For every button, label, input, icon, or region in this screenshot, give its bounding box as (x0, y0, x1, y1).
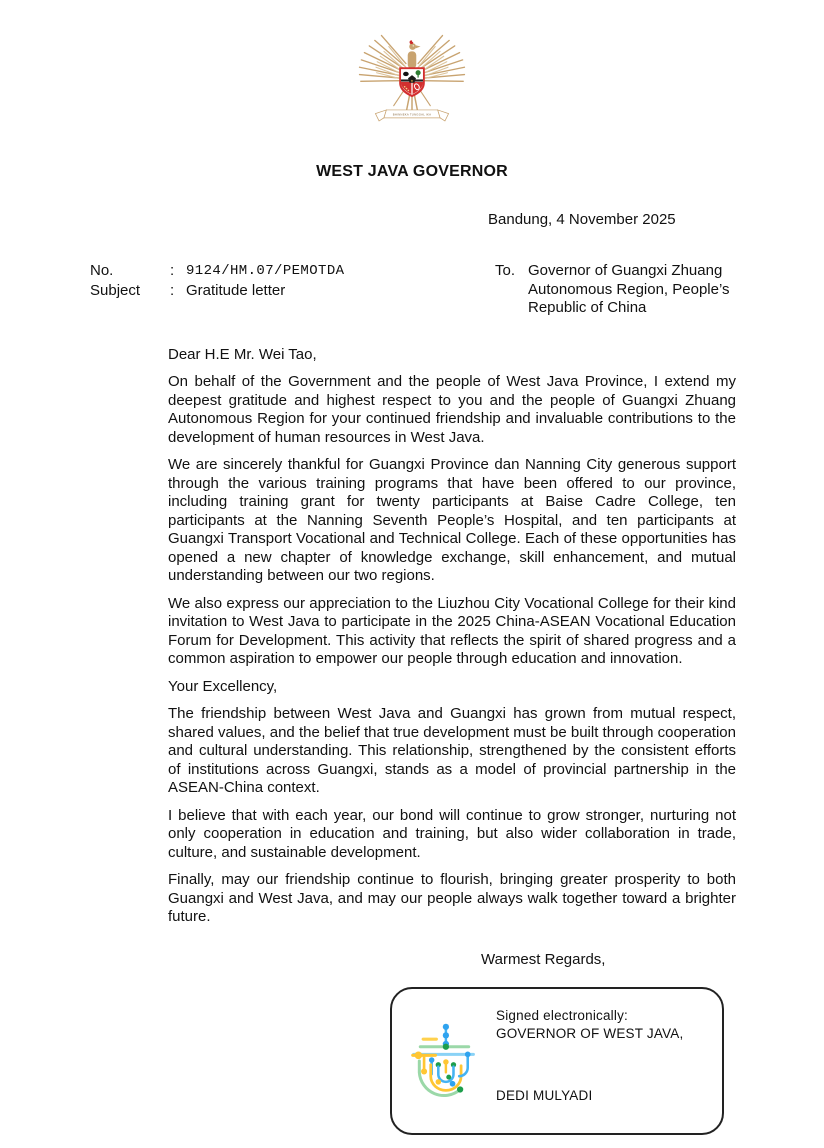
reference-block (90, 262, 475, 299)
digital-signature-logo-icon (407, 1021, 481, 1101)
paragraph: I believe that with each year, our bond will continue to grow stronger, nurturing not only cooperation in education and training, but also wider collaboration in trade, culture, and sustainable development. (168, 806, 736, 861)
signed-electronically-label: Signed electronically: (496, 1007, 628, 1023)
to-value: Governor of Guangxi Zhuang Autonomous Region, People’s Republic of China (528, 262, 730, 316)
subject-value: Gratitude letter (186, 282, 286, 299)
paragraph: The friendship between West Java and Guangxi has grown from mutual respect, shared values, and the belief that true development must be built through cooperation and cultural understanding. This relationship, strengthened by the consistent efforts of institutions across Guangxi, stands as a model of provincial partnership in the ASEAN-China context. (168, 705, 736, 796)
electronic-signature-box (390, 987, 724, 1135)
shield-star-icon: ★ (410, 78, 414, 83)
signer-title: GOVERNOR OF WEST JAVA, (496, 1025, 684, 1041)
salutation: Dear H.E Mr. Wei Tao, (168, 345, 317, 363)
recipient-block (495, 262, 735, 318)
date-line: Bandung, 4 November 2025 (488, 211, 676, 228)
paragraph: We also express our appreciation to the Liuzhou City Vocational College for their kind invitation to West Java to participate in the 2025 China-ASEAN Vocational Education Forum for Development. This activity that reflects the spirit of shared progress and a common aspiration to empower our people through education and innovation. (168, 594, 736, 667)
emblem-container (0, 28, 824, 131)
signature-text-block (496, 999, 683, 1105)
paragraph: Your Excellency, (168, 677, 278, 695)
subject-separator: : (170, 282, 175, 299)
page-title: WEST JAVA GOVERNOR (316, 163, 508, 180)
garuda-pancasila-emblem (351, 28, 473, 126)
no-value: 9124/HM.07/PEMOTDA (186, 263, 345, 279)
paragraph: On behalf of the Government and the people of West Java Province, I extend my deepest gratitude and highest respect to you and the people of Guangxi Zhuang Autonomous Region for your continued friendship and invaluable contributions to the development of human resources in West Java. (168, 373, 736, 446)
signer-name: DEDI MULYADI (496, 1087, 593, 1103)
closing-regards: Warmest Regards, (481, 950, 606, 968)
letter-meta (0, 262, 824, 318)
paragraph: We are sincerely thankful for Guangxi Province dan Nanning City generous support through the various training programs that have been offered to our province, including training grant for twenty participants at Baise Cadre College, ten participants at the Nanning Seventh People’s Hospital, and ten participants at Guangxi Transport Vocational and Technical College. Each of these opportunities has opened a new chapter of knowledge exchange, skill enhancement, and mutual understanding between our two regions. (168, 456, 736, 584)
subject-label: Subject (90, 282, 141, 299)
paragraph: Finally, may our friendship continue to flourish, bringing greater prosperity to both Guangxi and West Java, and may our people always walk together toward a brighter future. (168, 871, 736, 925)
letter-body (168, 346, 736, 927)
no-label: No. (90, 262, 114, 279)
emblem-motto: BHINNEKA TUNGGAL IKA (392, 112, 432, 117)
no-separator: : (170, 262, 175, 279)
paragraphs (168, 373, 736, 927)
to-label: To. (495, 262, 516, 279)
